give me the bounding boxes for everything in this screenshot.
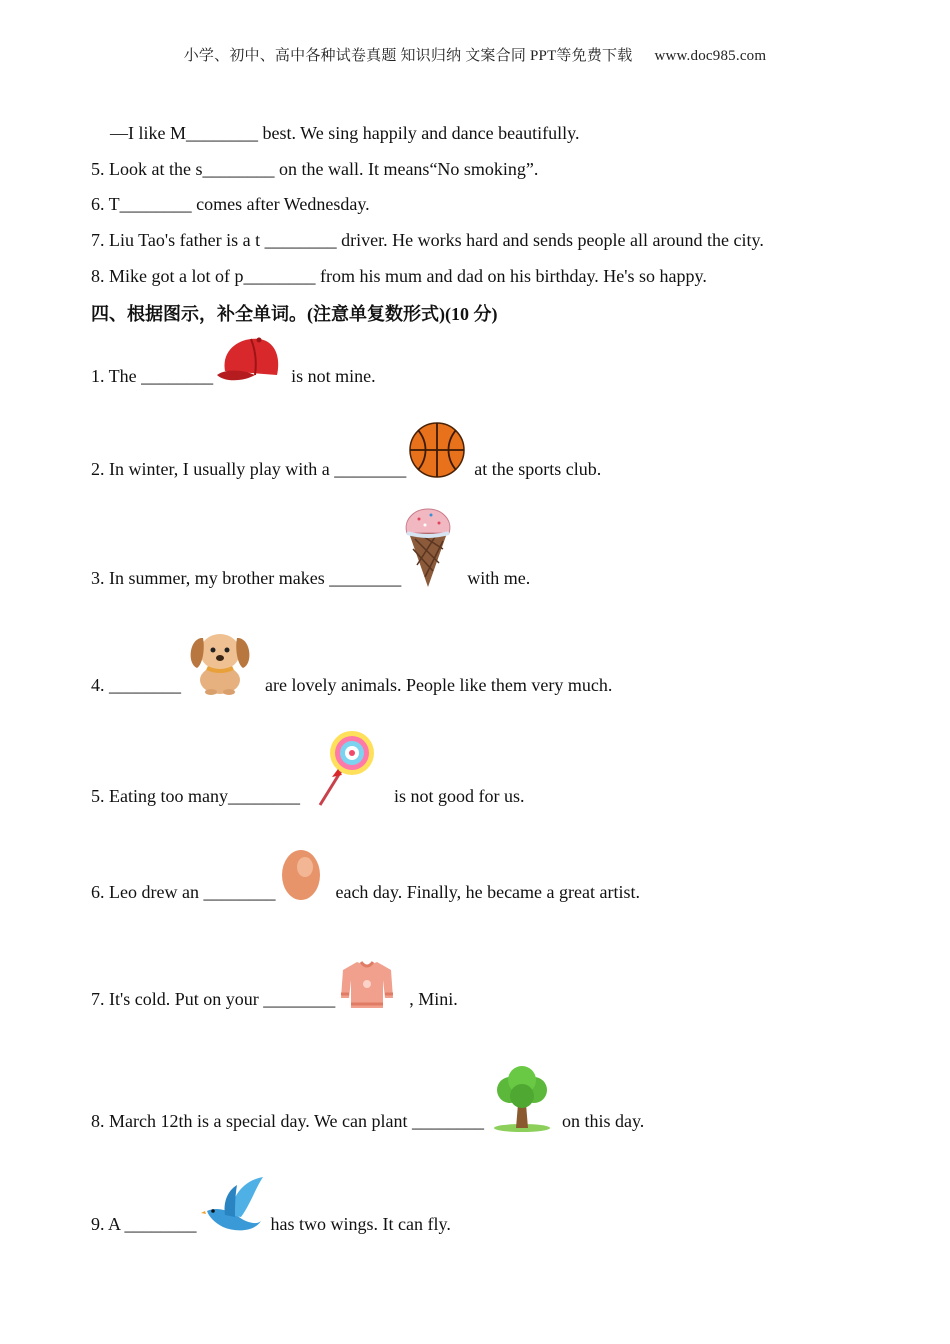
question-item-3 bbox=[91, 505, 530, 589]
bird-icon bbox=[201, 1175, 267, 1235]
question-5-after: is not good for us. bbox=[393, 786, 525, 806]
question-4-after: are lovely animals. People like them very much. bbox=[265, 675, 613, 695]
question-8-before: 8. March 12th is a special day. We can plant ________ bbox=[91, 1111, 484, 1131]
part3-line-1: —I like M________ best. We sing happily and dance beautifully. bbox=[110, 123, 580, 143]
header-text: 小学、初中、高中各种试卷真题 知识归纳 文案合同 PPT等免费下载 bbox=[183, 48, 633, 64]
question-item-8 bbox=[91, 1064, 644, 1132]
question-1-after: is not mine. bbox=[291, 366, 376, 386]
question-5-before: 5. Eating too many________ bbox=[91, 786, 300, 806]
question-6-after: each day. Finally, he became a great artist. bbox=[335, 882, 640, 902]
question-item-4 bbox=[91, 624, 612, 696]
question-4-before: 4. ________ bbox=[91, 675, 181, 695]
section-4-title: 四、根据图示，补全单词。(注意单复数形式)(10 分) bbox=[91, 304, 498, 324]
egg-icon bbox=[279, 847, 321, 903]
part3-line-3: 6. T________ comes after Wednesday. bbox=[91, 194, 370, 214]
question-3-after: with me. bbox=[467, 568, 531, 588]
sweater-icon bbox=[339, 958, 395, 1010]
question-item-1 bbox=[91, 335, 376, 387]
question-3-before: 3. In summer, my brother makes ________ bbox=[91, 568, 402, 588]
basketball-icon bbox=[408, 420, 466, 480]
question-item-6 bbox=[91, 847, 640, 903]
question-item-5 bbox=[91, 727, 524, 807]
lollipop-icon bbox=[314, 727, 374, 807]
question-item-9 bbox=[91, 1175, 451, 1235]
part3-line-4: 7. Liu Tao's father is a t ________ driver. He works hard and sends people all around the city. bbox=[91, 230, 764, 250]
header-site: www.doc985.com bbox=[654, 48, 767, 64]
question-9-after: has two wings. It can fly. bbox=[270, 1214, 451, 1234]
part3-line-5: 8. Mike got a lot of p________ from his mum and dad on his birthday. He's so happy. bbox=[91, 266, 707, 286]
question-item-2 bbox=[91, 420, 601, 480]
question-7-before: 7. It's cold. Put on your ________ bbox=[91, 989, 336, 1009]
ice-cream-icon bbox=[401, 505, 455, 589]
question-2-after: at the sports club. bbox=[474, 459, 602, 479]
question-2-before: 2. In winter, I usually play with a ________ bbox=[91, 459, 407, 479]
puppy-icon bbox=[185, 624, 255, 696]
tree-icon bbox=[492, 1064, 552, 1132]
red-cap-icon bbox=[215, 335, 281, 387]
page-header bbox=[0, 44, 950, 65]
question-1-before: 1. The ________ bbox=[91, 366, 214, 386]
question-item-7 bbox=[91, 958, 458, 1010]
question-8-after: on this day. bbox=[561, 1111, 645, 1131]
question-7-after: , Mini. bbox=[409, 989, 458, 1009]
part3-line-2: 5. Look at the s________ on the wall. It means“No smoking”. bbox=[91, 159, 539, 179]
question-6-before: 6. Leo drew an ________ bbox=[91, 882, 276, 902]
question-9-before: 9. A ________ bbox=[91, 1214, 197, 1234]
